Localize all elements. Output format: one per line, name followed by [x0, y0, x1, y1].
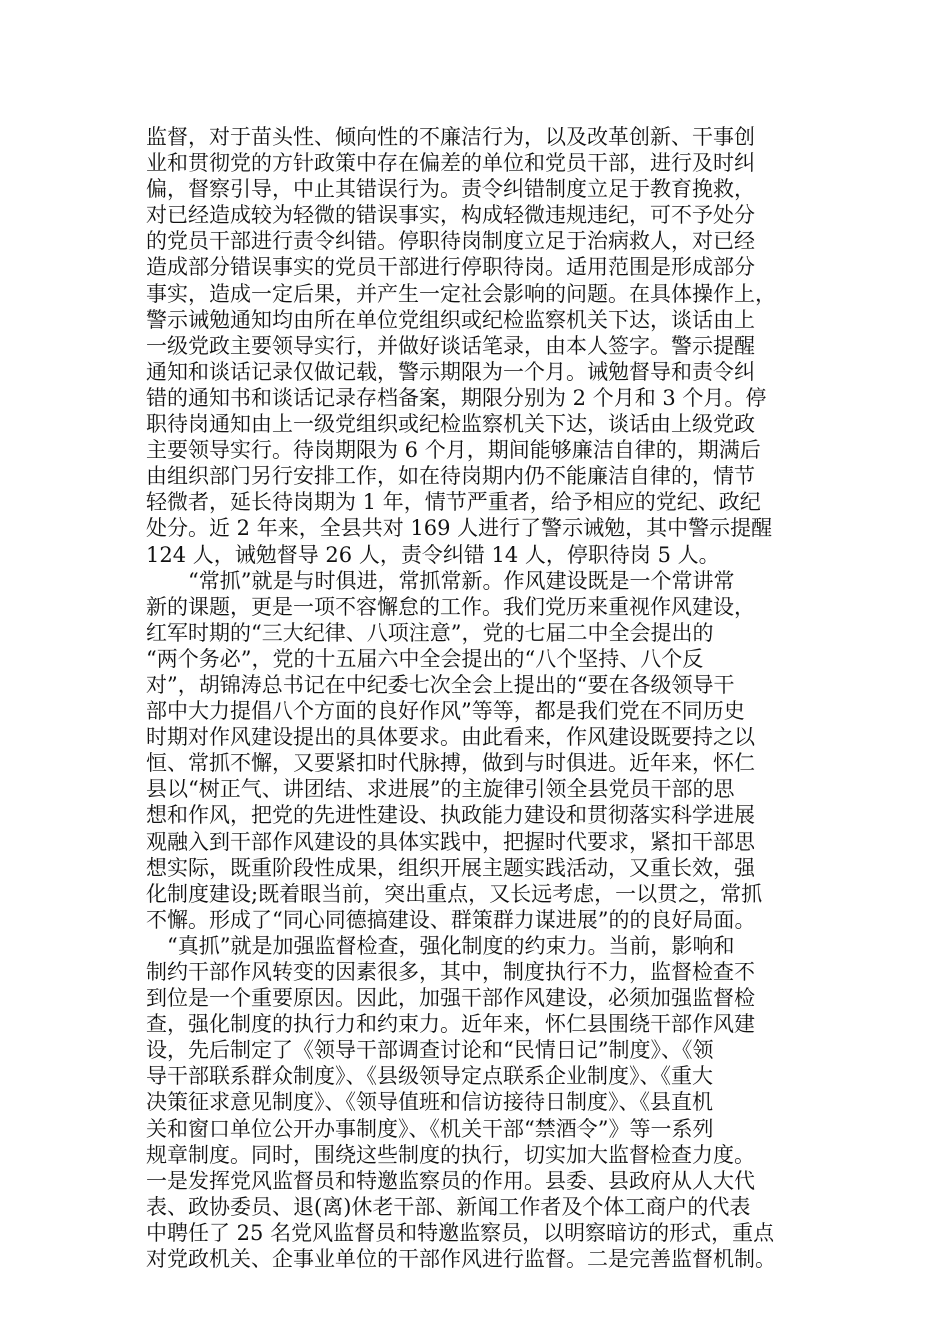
text-line: 对”，胡锦涛总书记在中纪委七次全会上提出的“要在各级领导干 [146, 672, 735, 697]
text-line: 偏，督察引导，中止其错误行为。责令纠错制度立足于教育挽救， [146, 177, 755, 202]
text-line: 表、政协委员、退(离)休老干部、新闻工作者及个体工商户的代表 [146, 1194, 751, 1219]
text-line: 一级党政主要领导实行，并做好谈话笔录，由本人签字。警示提醒 [146, 333, 755, 358]
text-line: 想和作风，把党的先进性建设、执政能力建设和贯彻落实科学进展 [146, 803, 755, 828]
text-line: 红军时期的“三大纪律、八项注意”，党的七届二中全会提出的 [146, 620, 714, 645]
text-line: 不懈。形成了“同心同德搞建设、群策群力谋进展”的的良好局面。 [146, 907, 756, 932]
text-line: 部中大力提倡八个方面的良好作风”等等，都是我们党在不同历史 [146, 699, 745, 724]
text-line: “常抓”就是与时俱进，常抓常新。作风建设既是一个常讲常 [146, 568, 735, 593]
text-line: 一是发挥党风监督员和特邀监察员的作用。县委、县政府从人大代 [146, 1168, 755, 1193]
text-line: “两个务必”，党的十五届六中全会提出的“八个坚持、八个反 [146, 646, 704, 671]
text-line: 业和贯彻党的方针政策中存在偏差的单位和党员干部，进行及时纠 [146, 151, 755, 176]
text-line: 由组织部门另行安排工作，如在待岗期内仍不能廉洁自律的，情节 [146, 464, 755, 489]
text-line: 到位是一个重要原因。因此，加强干部作风建设，必须加强监督检 [146, 986, 755, 1011]
text-line: 设，先后制定了《领导干部调查讨论和“民情日记”制度》、《领 [146, 1038, 714, 1063]
text-line: 造成部分错误事实的党员干部进行停职待岗。适用范围是形成部分 [146, 255, 755, 280]
text-line: 关和窗口单位公开办事制度》、《机关干部“禁酒令”》等一系列 [146, 1116, 714, 1141]
text-line: 对党政机关、企事业单位的干部作风进行监督。二是完善监督机制。 [146, 1247, 776, 1272]
text-line: 主要领导实行。待岗期限为 6 个月，期间能够廉洁自律的，期满后 [146, 438, 761, 463]
text-line: 处分。近 2 年来，全县共对 169 人进行了警示诫勉，其中警示提醒 [146, 516, 773, 541]
text-line: 规章制度。同时，围绕这些制度的执行，切实加大监督检查力度。 [146, 1142, 755, 1167]
text-line: 时期对作风建设提出的具体要求。由此看来，作风建设既要持之以 [146, 725, 755, 750]
text-line: 想实际，既重阶段性成果，组织开展主题实践活动，又重长效，强 [146, 855, 755, 880]
text-line: 制约干部作风转变的因素很多，其中，制度执行不力，监督检查不 [146, 960, 755, 984]
text-line: 中聘任了 25 名党风监督员和特邀监察员，以明察暗访的形式，重点 [146, 1220, 775, 1245]
text-line: 轻微者，延长待岗期为 1 年，情节严重者，给予相应的党纪、政纪 [146, 490, 761, 515]
text-line: “真抓”就是加强监督检查，强化制度的约束力。当前，影响和 [146, 933, 735, 958]
text-line: 查，强化制度的执行力和约束力。近年来，怀仁县围绕干部作风建 [146, 1012, 755, 1037]
text-line: 通知和谈话记录仅做记载，警示期限为一个月。诫勉督导和责令纠 [146, 359, 755, 384]
text-line: 职待岗通知由上一级党组织或纪检监察机关下达，谈话由上级党政 [146, 412, 755, 437]
text-line: 事实，造成一定后果，并产生一定社会影响的问题。在具体操作上， [146, 281, 776, 306]
text-line: 县以“树正气、讲团结、求进展”的主旋律引领全县党员干部的思 [146, 777, 735, 802]
text-line: 对已经造成较为轻微的错误事实，构成轻微违规违纪，可不予处分 [146, 203, 755, 228]
text-line: 警示诫勉通知均由所在单位党组织或纪检监察机关下达，谈话由上 [146, 307, 755, 332]
text-line: 错的通知书和谈话记录存档备案，期限分别为 2 个月和 3 个月。停 [146, 385, 767, 410]
text-line: 124 人，诫勉督导 26 人，责令纠错 14 人，停职待岗 5 人。 [146, 542, 720, 567]
text-line: 观融入到干部作风建设的具体实践中，把握时代要求，紧扣干部思 [146, 829, 755, 854]
text-line: 新的课题，更是一项不容懈怠的工作。我们党历来重视作风建设， [146, 594, 755, 619]
body-text [146, 124, 826, 1272]
text-line: 导干部联系群众制度》、《县级领导定点联系企业制度》、《重大 [146, 1064, 713, 1089]
text-line: 监督，对于苗头性、倾向性的不廉洁行为，以及改革创新、干事创 [146, 125, 755, 149]
text-line: 化制度建设;既着眼当前，突出重点，又长远考虑，一以贯之，常抓 [146, 881, 763, 906]
text-line: 的党员干部进行责令纠错。停职待岗制度立足于治病救人，对已经 [146, 229, 755, 254]
text-line: 决策征求意见制度》、《领导值班和信访接待日制度》、《县直机 [146, 1090, 713, 1115]
text-line: 恒、常抓不懈，又要紧扣时代脉搏，做到与时俱进。近年来，怀仁 [146, 751, 755, 776]
